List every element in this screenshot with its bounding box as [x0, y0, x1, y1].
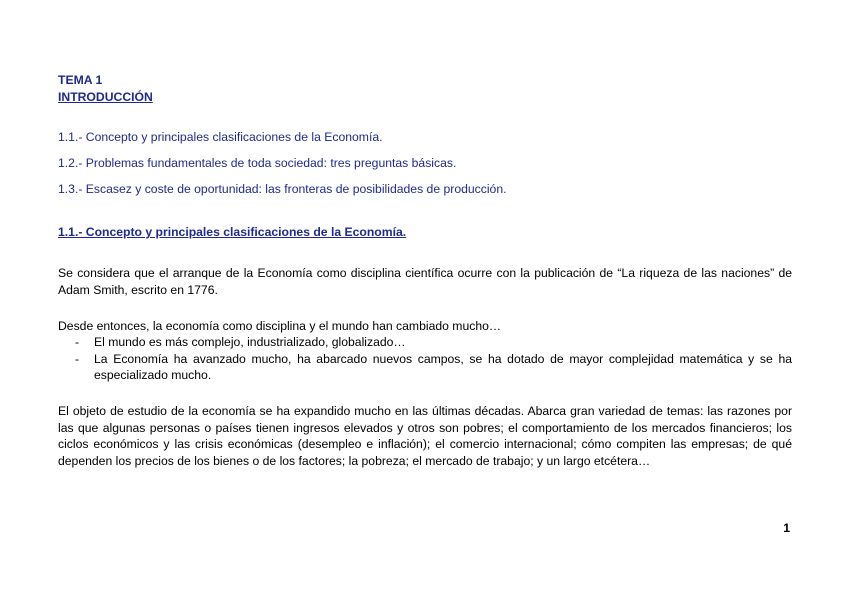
paragraph-3: El objeto de estudio de la economía se ha expandido mucho en las últimas décadas. Abarca gran variedad de temas: las razones por las que algunas personas o países tienen ingresos elevados y otros son pobres; el comportamiento de los mercados financieros; los ciclos económicos y las crisis económicas (desempleo e inflación); el comercio internacional; cómo compiten las empresas; de qué dependen los precios de los bienes o de los factores; la pobreza; el mercado de trabajo; y un largo etcétera…: [58, 404, 792, 468]
toc-item-3: 1.3.- Escasez y coste de oportunidad: las fronteras de posibilidades de producción.: [58, 182, 507, 196]
section-heading: 1.1.- Concepto y principales clasificaciones de la Economía.: [58, 225, 407, 239]
toc-item-2: 1.2.- Problemas fundamentales de toda sociedad: tres preguntas básicas.: [58, 156, 457, 170]
bullet-list: [58, 334, 792, 384]
list-item: [58, 351, 792, 384]
list-item: [58, 334, 792, 351]
bullet-text: El mundo es más complejo, industrializado, globalizado…: [94, 335, 406, 349]
page-title: INTRODUCCIÓN: [58, 90, 153, 104]
paragraph-2-intro: Desde entonces, la economía como disciplina y el mundo han cambiado mucho…: [58, 319, 502, 333]
bullet-dash: -: [75, 335, 80, 349]
bullet-dash: -: [75, 351, 80, 366]
page-number: 1: [783, 521, 790, 535]
bullet-text: La Economía ha avanzado mucho, ha abarcado nuevos campos, se ha dotado de mayor complejidad matemática y se ha especializado mucho.: [94, 351, 792, 382]
paragraph-1: Se considera que el arranque de la Economía como disciplina científica ocurre con la publicación de “La riqueza de las naciones” de Adam Smith, escrito en 1776.: [58, 266, 792, 297]
toc-item-1: 1.1.- Concepto y principales clasificaciones de la Economía.: [58, 130, 383, 144]
tema-label: TEMA 1: [58, 73, 103, 87]
